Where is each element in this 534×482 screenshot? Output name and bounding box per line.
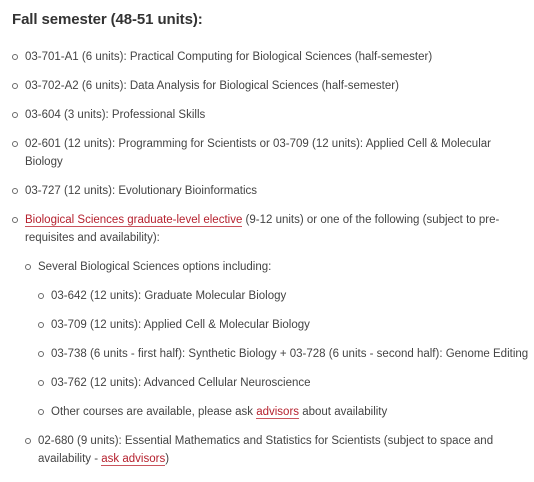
elective-text: (9-12 units) or one of the following (subject to pre-requisites and availability): [25,214,500,244]
bullet-icon [12,112,18,118]
list-item [12,106,524,124]
course-text: 03-701-A1 (6 units): Practical Computing for Biological Sciences (half-semester) [25,51,433,63]
course-text: 03-702-A2 (6 units): Data Analysis for Biological Sciences (half-semester) [25,80,399,92]
bullet-icon [25,438,31,444]
bullet-icon [12,217,18,223]
elective-link[interactable]: Biological Sciences graduate-level elective [25,214,243,226]
semester-heading: Fall semester (48-51 units): [12,11,203,28]
list-item-bio-options [25,258,529,421]
course-text: 03-727 (12 units): Evolutionary Bioinformatics [25,185,258,197]
bullet-icon [12,141,18,147]
bio-options-list [38,287,529,421]
course-text: 03-762 (12 units): Advanced Cellular Neuroscience [51,377,311,389]
list-item [12,135,524,171]
bullet-icon [38,409,44,415]
course-text: 02-680 (9 units): Essential Mathematics and Statistics for Scientists (subject to space and availability - [38,435,494,465]
options-label: Several Biological Sciences options including: [38,261,272,273]
ask-advisors-link[interactable]: ask advisors [101,453,166,465]
list-item [38,403,524,421]
bullet-icon [25,264,31,270]
list-item [38,345,529,363]
bullet-icon [38,322,44,328]
bullet-icon [38,380,44,386]
list-item [12,182,524,200]
course-list [12,48,529,479]
bullet-icon [38,293,44,299]
course-text: 03-709 (12 units): Applied Cell & Molecular Biology [51,319,310,331]
list-item-elective [12,211,529,468]
list-item-math [25,432,524,468]
other-courses-text: Other courses are available, please ask [51,406,257,418]
advisors-link[interactable]: advisors [256,406,300,418]
course-text: 03-738 (6 units - first half): Synthetic Biology + 03-728 (6 units - second half): Genome Editing [51,348,529,360]
bullet-icon [38,351,44,357]
bullet-icon [12,83,18,89]
bullet-icon [12,54,18,60]
closing-paren: ) [165,453,170,465]
list-item [12,77,524,95]
bullet-icon [12,188,18,194]
other-courses-suffix: about availability [299,406,388,418]
list-item [38,287,524,305]
course-text: 03-604 (3 units): Professional Skills [25,109,206,121]
list-item [38,374,524,392]
list-item [38,316,524,334]
elective-options-list [25,258,529,468]
course-text: 03-642 (12 units): Graduate Molecular Biology [51,290,287,302]
list-item [12,48,524,66]
course-text: 02-601 (12 units): Programming for Scientists or 03-709 (12 units): Applied Cell & Molecular Biology [25,138,491,168]
